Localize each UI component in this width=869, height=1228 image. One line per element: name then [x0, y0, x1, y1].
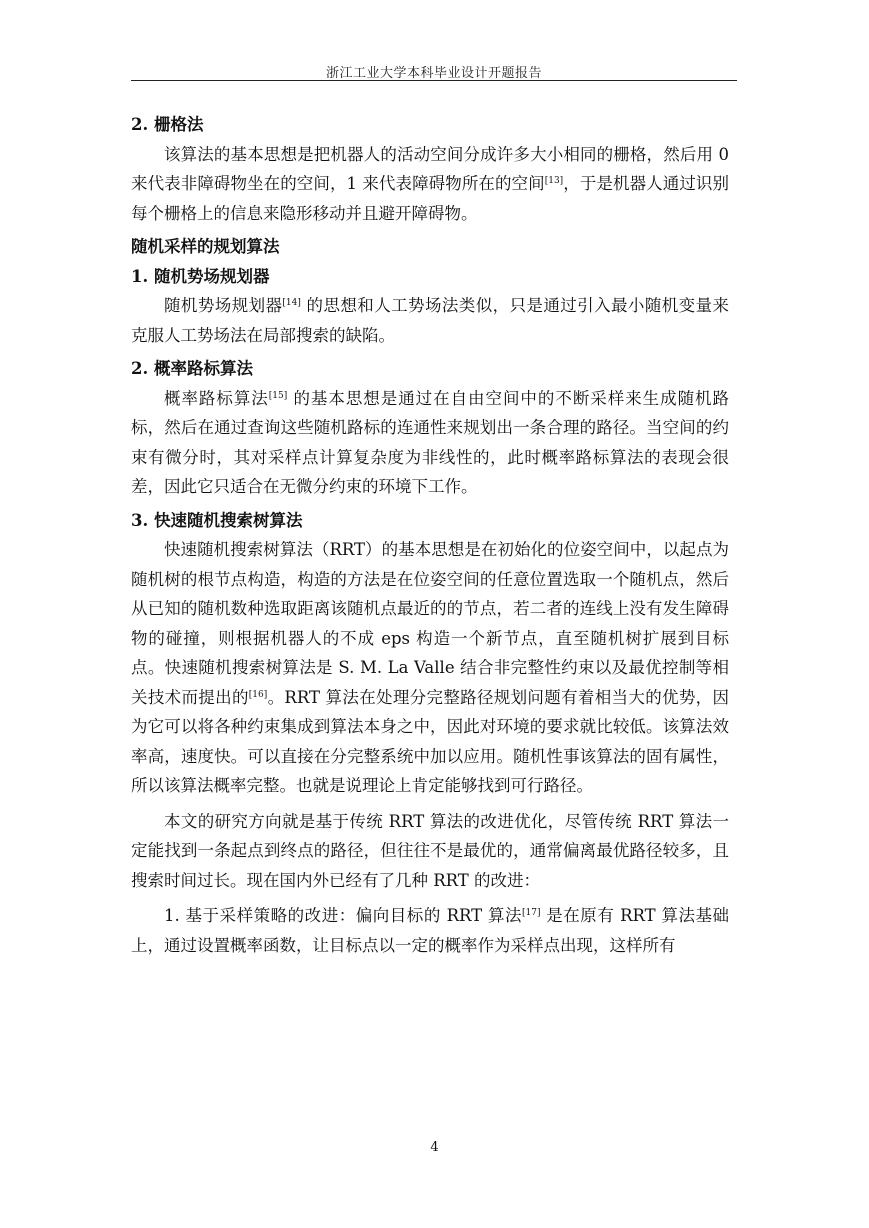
page-number: 4: [430, 1140, 439, 1155]
citation-ref: [13]: [544, 176, 564, 186]
section-heading: 2. 概率路标算法: [131, 359, 253, 378]
section-heading: 1. 随机势场规划器: [131, 266, 270, 286]
citation-ref: [15]: [268, 390, 288, 401]
text-run: ，于是机器人通过识别每个栅格上的信息来隐形移动并且避开障碍物。: [131, 174, 729, 223]
text-run: 快速随机搜索树算法（RRT）的基本思想是在初始化的位姿空间中，以起点为随机树的根节点构造，构造的方法是在位姿空间的任意位置选取一个随机点，然后从已知的随机数种选取距离该随机点最近的的节点，若二者的连线上没有发生障碍物的碰撞，则根据机器人的不成 eps 构造一个新节点，直至随机树扩展到目标点。快速随机搜索树算法是 S. M. La Valle 结合非完整性约束以及最优控制等相关技术而提出的: [131, 540, 729, 707]
paragraph: [131, 384, 729, 502]
paragraph: [131, 535, 729, 801]
paragraph: [131, 140, 729, 229]
text-run: 1. 基于采样策略的改进：偏向目标的 RRT 算法: [164, 906, 522, 925]
text-run: 该算法的基本思想是把机器人的活动空间分成许多大小相同的栅格，然后用 0 来代表非障碍物坐在的空间，1 来代表障碍物所在的空间: [131, 144, 729, 193]
text-run: 概率路标算法: [164, 388, 269, 408]
text-run: 是在原有 RRT 算法基础上，通过设置概率函数，让目标点以一定的概率作为采样点出现，这样所有: [131, 906, 730, 955]
paragraph: [131, 901, 729, 960]
text-run: 的思想和人工势场法类似，只是通过引入最小随机变量来克服人工势场法在局部搜索的缺陷。: [131, 296, 729, 345]
paragraph: [131, 291, 729, 350]
header-rule: [131, 80, 737, 81]
section-heading: 2. 栅格法: [131, 115, 204, 134]
text-run: 本文的研究方向就是基于传统 RRT 算法的改进优化，尽管传统 RRT 算法一定能找到一条起点到终点的路径，但往往不是最优的，通常偏离最优路径较多，且搜索时间过长。现在国内外已经有了几种 RRT 的改进：: [131, 811, 729, 890]
text-run: 随机势场规划器: [164, 296, 283, 315]
text-run: 的基本思想是通过在自由空间中的不断采样来生成随机路标，然后在通过查询这些随机路标的连通性来规划出一条合理的路径。当空间的约束有微分时，其对采样点计算复杂度为非线性的，此时概率路标算法的表现会很差，因此它只适合在无微分约束的环境下工作。: [131, 388, 729, 496]
citation-ref: [14]: [282, 298, 301, 308]
citation-ref: [16]: [248, 689, 268, 700]
citation-ref: [17]: [522, 908, 541, 918]
section-heading: 随机采样的规划算法: [131, 237, 280, 256]
document-body: [131, 110, 729, 960]
page-header: 浙江工业大学本科毕业设计开题报告: [325, 66, 542, 81]
section-heading: 3. 快速随机搜索树算法: [131, 510, 303, 530]
paragraph: [131, 807, 729, 896]
text-run: 。RRT 算法在处理分完整路径规划问题有着相当大的优势，因为它可以将各种约束集成到算法本身之中，因此对环境的要求就比较低。该算法效率高，速度快。可以直接在分完整系统中加以应用。随机性事该算法的固有属性，所以该算法概率完整。也就是说理论上肯定能够找到可行路径。: [131, 687, 730, 795]
